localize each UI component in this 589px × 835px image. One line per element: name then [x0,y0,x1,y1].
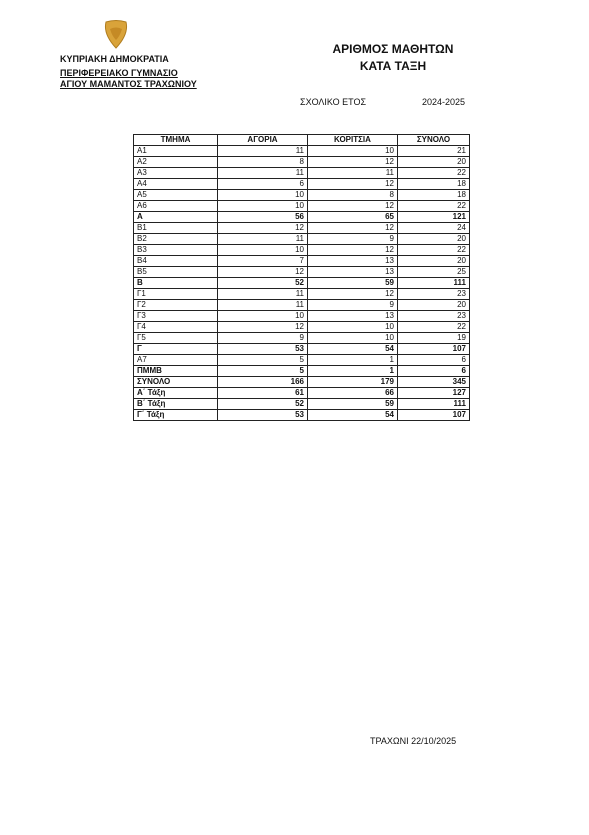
table-row [134,212,470,223]
cell-boys: 5 [218,355,308,366]
table-row [134,245,470,256]
cell-boys: 12 [218,322,308,333]
cell-total: 121 [398,212,470,223]
cell-section: Α4 [134,179,218,190]
cell-boys: 53 [218,410,308,421]
cell-boys: 6 [218,179,308,190]
cell-section: Γ5 [134,333,218,344]
cell-section: Β5 [134,267,218,278]
cell-total: 20 [398,157,470,168]
cell-girls: 12 [308,157,398,168]
table-row [134,157,470,168]
table-body [134,146,470,421]
cell-boys: 12 [218,223,308,234]
cell-girls: 12 [308,179,398,190]
header-total: ΣΥΝΟΛΟ [398,135,470,146]
cell-section: Β1 [134,223,218,234]
table-row [134,168,470,179]
table-row [134,234,470,245]
cell-boys: 10 [218,190,308,201]
cell-boys: 11 [218,289,308,300]
cell-total: 20 [398,300,470,311]
cell-boys: 52 [218,399,308,410]
cell-girls: 65 [308,212,398,223]
cell-section: Α7 [134,355,218,366]
table-row [134,300,470,311]
cell-total: 21 [398,146,470,157]
cell-total: 107 [398,410,470,421]
cell-total: 22 [398,168,470,179]
table-row [134,223,470,234]
cell-section: ΠΜΜΒ [134,366,218,377]
cell-total: 107 [398,344,470,355]
cell-boys: 10 [218,245,308,256]
cell-girls: 10 [308,333,398,344]
table-row [134,322,470,333]
cell-total: 23 [398,289,470,300]
header-school-line1: ΠΕΡΙΦΕΡΕΙΑΚΟ ΓΥΜΝΑΣΙΟ [60,68,178,78]
page-title: ΑΡΙΘΜΟΣ ΜΑΘΗΤΩΝ [332,42,454,56]
cell-section: ΣΥΝΟΛΟ [134,377,218,388]
table-row [134,333,470,344]
students-table [133,134,470,421]
cell-girls: 13 [308,267,398,278]
cell-girls: 59 [308,278,398,289]
cell-section: Β3 [134,245,218,256]
cell-section: Α [134,212,218,223]
footer-place-date: ΤΡΑΧΩΝΙ 22/10/2025 [370,736,457,746]
cell-total: 6 [398,355,470,366]
page-subtitle: ΚΑΤΑ ΤΑΞΗ [359,59,427,73]
cell-total: 111 [398,399,470,410]
cell-boys: 10 [218,311,308,322]
cell-girls: 8 [308,190,398,201]
cell-total: 22 [398,245,470,256]
cell-total: 345 [398,377,470,388]
table-row [134,377,470,388]
cell-section: Γ΄ Τάξη [134,410,218,421]
cell-boys: 61 [218,388,308,399]
cell-total: 127 [398,388,470,399]
cell-girls: 12 [308,201,398,212]
header-girls: ΚΟΡΙΤΣΙΑ [308,135,398,146]
cell-boys: 11 [218,300,308,311]
cell-boys: 12 [218,267,308,278]
cell-boys: 56 [218,212,308,223]
cell-boys: 9 [218,333,308,344]
cell-total: 6 [398,366,470,377]
table-row [134,256,470,267]
table-row [134,278,470,289]
cell-girls: 9 [308,234,398,245]
cell-section: Α3 [134,168,218,179]
cell-girls: 13 [308,256,398,267]
cell-boys: 11 [218,168,308,179]
cell-section: Β [134,278,218,289]
cell-boys: 7 [218,256,308,267]
table-row [134,201,470,212]
cell-section: Β4 [134,256,218,267]
cell-total: 20 [398,234,470,245]
cell-boys: 10 [218,201,308,212]
table-row [134,190,470,201]
table-row [134,311,470,322]
cell-girls: 54 [308,344,398,355]
cell-total: 111 [398,278,470,289]
cell-section: Γ2 [134,300,218,311]
cell-section: Γ3 [134,311,218,322]
cell-girls: 1 [308,366,398,377]
table-header-row [134,135,470,146]
cell-girls: 179 [308,377,398,388]
cell-boys: 11 [218,234,308,245]
cell-total: 19 [398,333,470,344]
table-row [134,146,470,157]
cell-total: 23 [398,311,470,322]
cell-section: Α2 [134,157,218,168]
table-row [134,267,470,278]
cell-girls: 12 [308,223,398,234]
cell-girls: 59 [308,399,398,410]
cell-girls: 1 [308,355,398,366]
cell-total: 20 [398,256,470,267]
cell-boys: 8 [218,157,308,168]
cell-girls: 13 [308,311,398,322]
table-row [134,410,470,421]
cell-boys: 166 [218,377,308,388]
cell-section: Γ [134,344,218,355]
cell-girls: 66 [308,388,398,399]
table-row [134,289,470,300]
cell-total: 24 [398,223,470,234]
school-year-value: 2024-2025 [422,97,466,107]
cell-total: 22 [398,322,470,333]
cell-boys: 11 [218,146,308,157]
cell-girls: 54 [308,410,398,421]
cell-girls: 12 [308,289,398,300]
table-row [134,399,470,410]
table-row [134,366,470,377]
cyprus-coat-of-arms-icon [102,20,130,50]
table-row [134,344,470,355]
cell-section: Γ4 [134,322,218,333]
header-country: ΚΥΠΡΙΑΚΗ ΔΗΜΟΚΡΑΤΙΑ [60,54,169,64]
cell-boys: 53 [218,344,308,355]
cell-section: Α5 [134,190,218,201]
cell-total: 25 [398,267,470,278]
header-school-line2: ΑΓΙΟΥ ΜΑΜΑΝΤΟΣ ΤΡΑΧΩΝΙΟΥ [60,79,197,89]
cell-section: Α6 [134,201,218,212]
cell-total: 18 [398,179,470,190]
cell-section: Β2 [134,234,218,245]
header-boys: ΑΓΟΡΙΑ [218,135,308,146]
cell-girls: 10 [308,322,398,333]
cell-section: Α΄ Τάξη [134,388,218,399]
cell-boys: 52 [218,278,308,289]
table-row [134,388,470,399]
cell-total: 22 [398,201,470,212]
cell-girls: 12 [308,245,398,256]
cell-girls: 11 [308,168,398,179]
header-section: ΤΜΗΜΑ [134,135,218,146]
cell-girls: 9 [308,300,398,311]
table-row [134,355,470,366]
cell-boys: 5 [218,366,308,377]
cell-section: Γ1 [134,289,218,300]
cell-total: 18 [398,190,470,201]
cell-section: Α1 [134,146,218,157]
cell-girls: 10 [308,146,398,157]
cell-section: Β΄ Τάξη [134,399,218,410]
table-row [134,179,470,190]
school-year-label: ΣΧΟΛΙΚΟ ΕΤΟΣ [300,97,367,107]
